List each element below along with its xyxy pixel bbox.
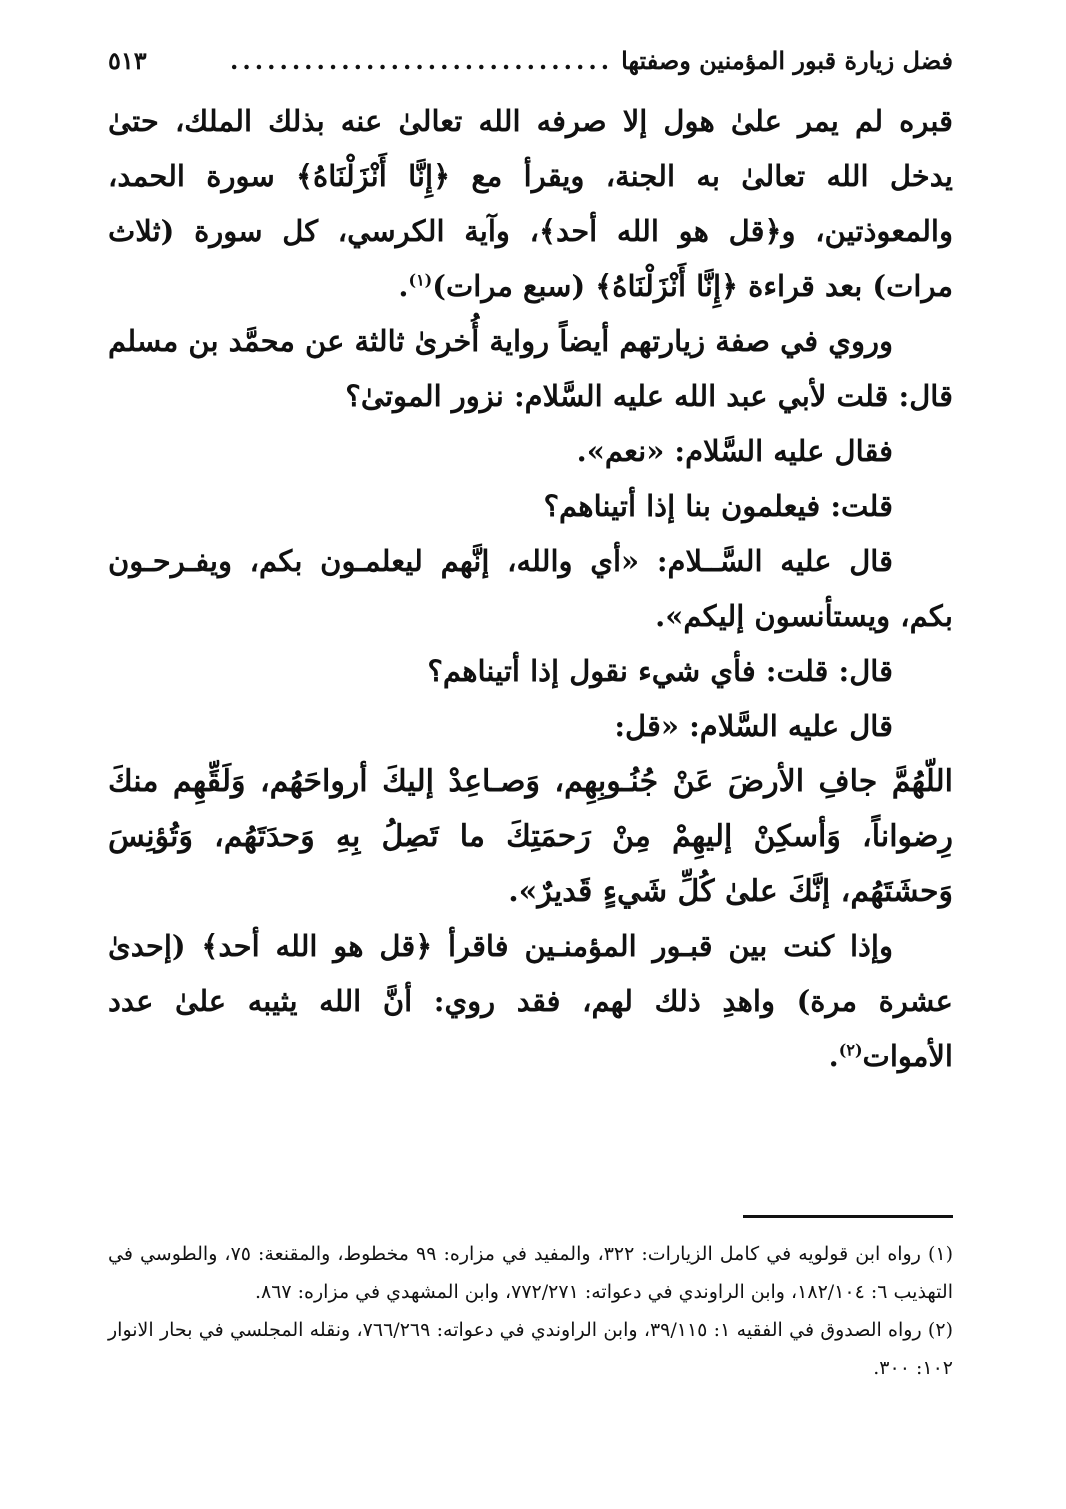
main-text <box>108 94 953 1084</box>
supplication-text: اللّهُمَّ جافِ الأرضَ عَنْ جُنُـوبِهِم، وَصـاعِدْ إليكَ أرواحَهُم، وَلَقِّهِم منكَ رِضواناً، وَأسكِنْ إليهِمْ مِنْ رَحمَتِكَ ما تَصِلُ بِهِ وَحدَتَهُم، وَتُؤنِسَ وَحشَتَهُم، إنَّكَ علىٰ كُلِّ شَيءٍ قَديرٌ». <box>108 764 953 909</box>
paragraph-2: وروي في صفة زيارتهم أيضاً رواية أُخرىٰ ثالثة عن محمَّد بن مسلم قال: قلت لأبي عبد الله عليه السَّلام: نزور الموتىٰ؟ <box>108 324 953 413</box>
paragraph-7: قال عليه السَّلام: «قل: <box>614 709 893 743</box>
footnote-separator <box>743 1215 953 1218</box>
paragraph-4: قلت: فيعلمون بنا إذا أتيناهم؟ <box>543 489 893 523</box>
paragraph-9 <box>108 919 953 1084</box>
paragraph-1-end: . <box>398 269 409 303</box>
paragraph-1 <box>108 94 953 314</box>
running-header <box>108 40 953 80</box>
footnote-ref-2: (٢) <box>838 1040 863 1060</box>
paragraph-9-end: . <box>828 1039 839 1073</box>
footnote-2: (٢) رواه الصدوق في الفقيه ١: ٣٩/١١٥، وابن الراوندي في دعواته: ٧٦٦/٢٦٩، ونقله المجلسي في بحار الانوار ١٠٢: ٣٠٠. <box>108 1319 953 1379</box>
footnotes <box>108 1235 953 1387</box>
leader-dots: ............................... <box>230 45 614 75</box>
book-page <box>108 30 953 1480</box>
paragraph-1-text: قبره لم يمر علىٰ هول إلا صرفه الله تعالىٰ عنه بذلك الملك، حتىٰ يدخل الله تعالىٰ به الجنة، ويقرأ مع ﴿إِنَّا أَنْزَلْنَاهُ﴾ سورة الحمد، والمعوذتين، و﴿قل هو الله أحد﴾، وآية الكرسي، كل سورة (ثلاث مرات) بعد قراءة ﴿إِنَّا أَنْزَلْنَاهُ﴾ (سبع مرات) <box>108 104 953 303</box>
paragraph-9-text: وإذا كنت بين قبـور المؤمنـين فاقرأ ﴿قل هو الله أحد﴾ (إحدىٰ عشرة مرة) واهدِ ذلك لهم، فقد روي: أنَّ الله يثيبه علىٰ عدد الأموات <box>108 929 953 1073</box>
footnote-ref-1: (١) <box>408 270 433 290</box>
footnote-1: (١) رواه ابن قولويه في كامل الزيارات: ٣٢٢، والمفيد في مزاره: ٩٩ مخطوط، والمقنعة: ٧٥، والطوسي في التهذيب ٦: ١٨٢/١٠٤، وابن الراوندي في دعواته: ٧٧٢/٢٧١، وابن المشهدي في مزاره: ٨٦٧. <box>108 1243 954 1303</box>
paragraph-3: فقال عليه السَّلام: «نعم». <box>576 434 893 468</box>
paragraph-5: قال عليه السَّــلام: «أي والله، إنَّهم ليعلمـون بكم، ويفـرحـون بكم، ويستأنسون إليكم». <box>108 544 953 633</box>
chapter-title: فضل زيارة قبور المؤمنين وصفتها <box>621 45 953 75</box>
page-number: ٥١٣ <box>108 45 147 75</box>
paragraph-6: قال: قلت: فأي شيء نقول إذا أتيناهم؟ <box>427 654 893 688</box>
